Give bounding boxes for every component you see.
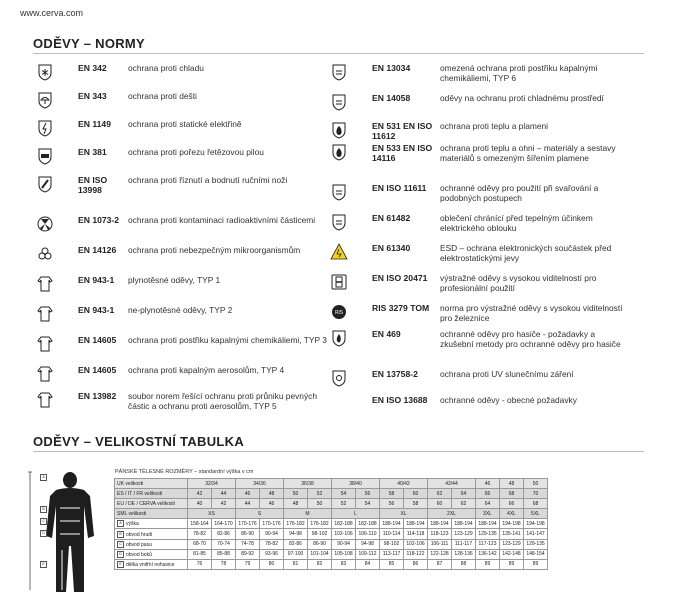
radioactive-icon	[36, 215, 54, 233]
limited-spray-icon	[330, 63, 348, 81]
measurement-value: 68-70	[188, 539, 212, 549]
norm-code: EN 13758-2	[372, 369, 418, 379]
norm-row	[330, 395, 630, 417]
norm-description: ochrana proti kapalným aerosolům, TYP 4	[128, 365, 285, 375]
norm-description: výstražné oděvy s vysokou viditelností pro profesionální použití	[440, 273, 597, 293]
norms-section-title: ODĚVY – NORMY	[33, 36, 146, 51]
norm-code: EN 943-1	[78, 305, 115, 315]
measurement-value: 87	[428, 559, 452, 569]
measurement-value: 118-122	[404, 549, 428, 559]
eu-size-cell: 42	[212, 499, 236, 509]
measurement-value: 85	[380, 559, 404, 569]
measurement-value: 94-98	[284, 529, 308, 539]
uk-size-cell: 46	[476, 479, 500, 489]
measurement-value: 170-176	[260, 519, 284, 529]
particle-aerosol-icon	[36, 391, 54, 409]
sml-size-cell: XL	[380, 509, 428, 519]
norm-code: EN ISO 20471	[372, 273, 428, 283]
eu-size-label: EU / DE / CERVA velikosti	[115, 499, 188, 509]
measurement-value: 84	[356, 559, 380, 569]
sml-size-cell: L	[332, 509, 380, 519]
norm-row	[36, 335, 328, 365]
figure-letter-d: D	[40, 530, 47, 537]
es-size-cell: 48	[260, 489, 284, 499]
norm-row	[330, 273, 630, 303]
norm-code: EN 381	[78, 147, 107, 157]
norm-row	[330, 183, 630, 213]
es-size-cell: 56	[356, 489, 380, 499]
sml-size-cell: 4XL	[500, 509, 524, 519]
norm-code: EN 533 EN ISO 14116	[372, 143, 433, 163]
es-size-cell: 58	[380, 489, 404, 499]
measurement-value: 106-111	[428, 539, 452, 549]
norm-description: ochranné oděvy - obecné požadavky	[440, 395, 577, 405]
eu-size-cell: 44	[236, 499, 260, 509]
norm-description: ochrana proti teplu a plameni	[440, 121, 549, 131]
measurement-value: 117-123	[476, 539, 500, 549]
es-size-cell: 42	[188, 489, 212, 499]
norm-code: EN 14605	[78, 365, 117, 375]
es-size-cell: 46	[236, 489, 260, 499]
measurement-value: 106-110	[356, 529, 380, 539]
sml-size-cell: S	[236, 509, 284, 519]
measurement-label: obvod pasu	[126, 541, 152, 548]
size-table-caption: PÁNSKÉ TĚLESNÉ ROZMĚRY – standardní výška v cm	[115, 469, 254, 475]
measurement-value: 188-194	[452, 519, 476, 529]
flame-icon	[330, 121, 348, 139]
norm-row	[36, 275, 328, 305]
uk-size-cell: 50	[524, 479, 548, 489]
sml-size-cell: XS	[188, 509, 236, 519]
norm-code: RIS 3279 TOM	[372, 303, 430, 313]
measurement-value: 182-188	[332, 519, 356, 529]
measurement-value: 82-86	[212, 529, 236, 539]
norm-code: EN 14058	[372, 93, 411, 103]
measurement-value: 80	[260, 559, 284, 569]
chainsaw-icon	[36, 147, 54, 165]
measurement-value: 114-118	[404, 529, 428, 539]
figure-letter-c: C	[40, 518, 47, 525]
measurement-value: 142-148	[500, 549, 524, 559]
measurement-value: 188-194	[404, 519, 428, 529]
measurement-value: 122-128	[428, 549, 452, 559]
welding-icon	[330, 183, 348, 201]
measurement-value: 78-82	[188, 529, 212, 539]
measurement-row	[115, 559, 548, 569]
sml-size-cell: 2XL	[428, 509, 476, 519]
norm-description: ochrana proti statické elektřině	[128, 119, 242, 129]
measurement-value: 170-176	[236, 519, 260, 529]
norm-code: EN 1073-2	[78, 215, 120, 225]
measurement-value: 176-182	[308, 519, 332, 529]
norm-code: EN 13982	[78, 391, 117, 401]
es-size-cell: 44	[212, 489, 236, 499]
eu-size-row	[115, 499, 548, 509]
measurement-value: 81	[284, 559, 308, 569]
measurement-label: obvod boků	[126, 551, 152, 558]
measurement-value: 176-182	[284, 519, 308, 529]
uk-size-cell: 38/40	[332, 479, 380, 489]
gas-tight-suit-icon	[36, 275, 54, 293]
measurement-value: 79	[236, 559, 260, 569]
measurement-value: 110-114	[380, 529, 404, 539]
measurement-key: E	[117, 561, 124, 568]
measurement-label-cell	[115, 539, 188, 549]
norm-code: EN 13034	[372, 63, 411, 73]
sml-size-cell: M	[284, 509, 332, 519]
norm-row	[36, 175, 328, 215]
norm-code: EN 61482	[372, 213, 411, 223]
measurement-key: B	[117, 531, 124, 538]
measurement-label: výška	[126, 521, 139, 528]
uk-size-cell: 48	[500, 479, 524, 489]
measurement-value: 93-96	[260, 549, 284, 559]
measurement-value: 129-135	[524, 539, 548, 549]
es-size-cell: 64	[452, 489, 476, 499]
norm-description: ochrana proti nebezpečným mikroorganismům	[128, 245, 301, 255]
uk-size-cell: 40/42	[380, 479, 428, 489]
figure-letter-a: A	[40, 474, 47, 481]
uk-size-label: UK velikosti	[115, 479, 188, 489]
measurement-value: 148-154	[524, 549, 548, 559]
norm-row	[36, 215, 328, 245]
es-size-cell: 68	[500, 489, 524, 499]
sml-size-cell: 3XL	[476, 509, 500, 519]
measurement-key: A	[117, 520, 124, 527]
norms-right-column	[330, 63, 630, 417]
norm-description: ochrana proti pořezu řetězovou pilou	[128, 147, 264, 157]
norm-row	[330, 121, 630, 143]
measurement-value: 86	[404, 559, 428, 569]
norm-description: ochrana proti říznutí a bodnutí ručními noži	[128, 175, 288, 185]
uk-size-cell: 32/34	[188, 479, 236, 489]
measurement-value: 76	[188, 559, 212, 569]
norm-description: oblečení chránící před tepelným účinkem elektrického oblouku	[440, 213, 593, 233]
measurement-row	[115, 549, 548, 559]
uk-size-row	[115, 479, 548, 489]
measurement-value: 129-135	[476, 529, 500, 539]
measurement-value: 86-90	[308, 539, 332, 549]
norm-code: EN ISO 11611	[372, 183, 427, 193]
norm-description: ochrana proti dešti	[128, 91, 197, 101]
liquid-spray-icon	[36, 335, 54, 353]
measurement-value: 98-102	[380, 539, 404, 549]
measurement-value: 74-78	[236, 539, 260, 549]
measurement-value: 194-198	[500, 519, 524, 529]
railway-icon	[330, 303, 348, 321]
measurement-value: 118-123	[428, 529, 452, 539]
sml-size-label: SML velikosti	[115, 509, 188, 519]
measurement-value: 97-100	[284, 549, 308, 559]
norm-row	[330, 329, 630, 369]
uv-sun-icon	[330, 369, 348, 387]
measurement-value: 128-136	[452, 549, 476, 559]
norm-description: ochrana proti teplu a ohni – materiály a sestavy materiálů s omezeným šířením plamene	[440, 143, 616, 163]
measurement-value: 94-98	[356, 539, 380, 549]
norm-row	[330, 303, 630, 329]
norm-code: EN 61340	[372, 243, 411, 253]
eu-size-cell: 62	[452, 499, 476, 509]
norm-row	[36, 91, 328, 119]
eu-size-cell: 48	[284, 499, 308, 509]
norm-description: plynotěsné oděvy, TYP 1	[128, 275, 221, 285]
measurement-value: 89	[524, 559, 548, 569]
norm-row	[330, 143, 630, 183]
norm-description: ochrana proti postřiku kapalnými chemikáliemi, TYP 3	[128, 335, 327, 345]
uk-size-cell: 42/44	[428, 479, 476, 489]
norm-row	[36, 305, 328, 335]
rain-umbrella-icon	[36, 91, 54, 109]
norm-row	[330, 369, 630, 395]
measurement-value: 98-102	[308, 529, 332, 539]
body-measurement-figure	[20, 466, 100, 597]
measurement-value: 182-188	[356, 519, 380, 529]
measurement-row	[115, 529, 548, 539]
es-size-row	[115, 489, 548, 499]
icon-placeholder	[330, 395, 348, 413]
measurement-value: 136-142	[476, 549, 500, 559]
norm-row	[330, 63, 630, 93]
measurement-key: D	[117, 551, 124, 558]
measurement-value: 89	[476, 559, 500, 569]
firefighter-icon	[330, 329, 348, 347]
measurement-value: 101-104	[308, 549, 332, 559]
sml-size-cell: 5XL	[524, 509, 548, 519]
norm-description: ochranné oděvy pro hasiče - požadavky a zkušební metody pro ochranné oděvy pro hasiče	[440, 329, 621, 349]
es-size-cell: 66	[476, 489, 500, 499]
sml-size-row	[115, 509, 548, 519]
esd-warning-icon	[330, 243, 348, 261]
measurement-value: 111-117	[452, 539, 476, 549]
norm-code: EN 1149	[78, 119, 111, 129]
norm-description: soubor norem řešící ochranu proti průniku pevných částic a ochranu proti aerosolům, TYP 5	[128, 391, 318, 411]
eu-size-cell: 58	[404, 499, 428, 509]
eu-size-cell: 56	[380, 499, 404, 509]
eu-size-cell: 46	[260, 499, 284, 509]
norm-code: EN 469	[372, 329, 401, 339]
norm-code: EN 14126	[78, 245, 117, 255]
measurement-label-cell	[115, 519, 188, 529]
measurement-value: 135-141	[500, 529, 524, 539]
measurement-value: 123-129	[500, 539, 524, 549]
measurement-value: 158-164	[188, 519, 212, 529]
knife-cut-icon	[36, 175, 54, 193]
high-visibility-icon	[330, 273, 348, 291]
norm-row	[36, 245, 328, 275]
size-section-title: ODĚVY – VELIKOSTNÍ TABULKA	[33, 434, 245, 449]
measurement-label-cell	[115, 559, 188, 569]
norms-title-divider	[33, 53, 644, 54]
biohazard-icon	[36, 245, 54, 263]
static-electricity-icon	[36, 119, 54, 137]
measurement-key: C	[117, 541, 124, 548]
flame-icon	[330, 143, 348, 161]
measurement-row	[115, 519, 548, 529]
measurement-label: obvod hrudi	[126, 531, 153, 538]
measurement-label: délka vnitřní nohavice	[126, 561, 175, 568]
size-title-divider	[33, 451, 644, 452]
measurement-value: 113-117	[380, 549, 404, 559]
eu-size-cell: 64	[476, 499, 500, 509]
norm-description: ochranné oděvy pro použití při svařování a podobných postupech	[440, 183, 599, 203]
measurement-value: 188-194	[428, 519, 452, 529]
norm-description: ochrana proti UV slunečnímu záření	[440, 369, 574, 379]
norm-description: ne-plynotěsné oděvy, TYP 2	[128, 305, 233, 315]
measurement-value: 123-129	[452, 529, 476, 539]
measurement-value: 164-170	[212, 519, 236, 529]
es-size-cell: 52	[308, 489, 332, 499]
measurement-value: 86-90	[236, 529, 260, 539]
uk-size-cell: 36/38	[284, 479, 332, 489]
measurement-value: 102-106	[332, 529, 356, 539]
measurement-value: 188-194	[380, 519, 404, 529]
measurement-value: 109-112	[356, 549, 380, 559]
es-size-cell: 70	[524, 489, 548, 499]
norm-description: omezená ochrana proti postřiku kapalnými chemikáliemi, TYP 6	[440, 63, 598, 83]
norm-code: EN 343	[78, 91, 107, 101]
cold-environment-icon	[330, 93, 348, 111]
measurement-value: 78	[212, 559, 236, 569]
measurement-value: 89	[500, 559, 524, 569]
measurement-value: 81-85	[188, 549, 212, 559]
measurement-value: 188-194	[476, 519, 500, 529]
norm-description: ESD – ochrana elektronických součástek před elektrostatickými jevy	[440, 243, 612, 263]
figure-letter-e: E	[40, 561, 47, 568]
figure-letter-b: B	[40, 506, 47, 513]
es-size-cell: 54	[332, 489, 356, 499]
norm-code: EN 14605	[78, 335, 117, 345]
norm-row	[36, 147, 328, 175]
measurement-value: 85-88	[212, 549, 236, 559]
norm-description: oděvy na ochranu proti chladnému prostředí	[440, 93, 604, 103]
eu-size-cell: 54	[356, 499, 380, 509]
norm-code: EN 531 EN ISO 11612	[372, 121, 433, 141]
measurement-value: 90-94	[260, 529, 284, 539]
norm-code: EN 342	[78, 63, 107, 73]
snowflake-shield-icon	[36, 63, 54, 81]
eu-size-cell: 40	[188, 499, 212, 509]
measurement-value: 105-108	[332, 549, 356, 559]
norm-row	[36, 63, 328, 91]
eu-size-cell: 52	[332, 499, 356, 509]
measurement-value: 89-92	[236, 549, 260, 559]
website-url[interactable]: www.cerva.com	[20, 8, 84, 18]
norm-description: norma pro výstražné oděvy s vysokou viditelností pro železnice	[440, 303, 623, 323]
es-size-cell: 62	[428, 489, 452, 499]
measurement-value: 78-82	[260, 539, 284, 549]
measurement-value: 70-74	[212, 539, 236, 549]
norm-row	[330, 213, 630, 243]
norm-row	[330, 93, 630, 121]
eu-size-cell: 68	[524, 499, 548, 509]
measurement-label-cell	[115, 549, 188, 559]
eu-size-cell: 66	[500, 499, 524, 509]
measurement-value: 141-147	[524, 529, 548, 539]
measurement-value: 82	[308, 559, 332, 569]
measurement-value: 90-94	[332, 539, 356, 549]
norm-row	[36, 365, 328, 391]
measurement-label-cell	[115, 529, 188, 539]
norm-code: EN 943-1	[78, 275, 115, 285]
measurement-value: 82-86	[284, 539, 308, 549]
norm-code: EN ISO 13998	[78, 175, 108, 195]
norms-left-column	[36, 63, 328, 427]
liquid-aerosol-icon	[36, 365, 54, 383]
norm-row	[330, 243, 630, 273]
norm-description: ochrana proti kontaminaci radioaktivními částicemi	[128, 215, 316, 225]
norm-code: EN ISO 13688	[372, 395, 428, 405]
eu-size-cell: 60	[428, 499, 452, 509]
measurement-value: 102-106	[404, 539, 428, 549]
measurement-row	[115, 539, 548, 549]
uk-size-cell: 34/36	[236, 479, 284, 489]
measurement-value: 194-198	[524, 519, 548, 529]
norm-description: ochrana proti chladu	[128, 63, 204, 73]
svg-text:RIS: RIS	[334, 310, 344, 316]
measurement-value: 83	[332, 559, 356, 569]
es-size-label: ES / IT / FR velikosti	[115, 489, 188, 499]
norm-row	[36, 119, 328, 147]
eu-size-cell: 50	[308, 499, 332, 509]
es-size-cell: 60	[404, 489, 428, 499]
electric-arc-icon	[330, 213, 348, 231]
measurement-value: 88	[452, 559, 476, 569]
norm-row	[36, 391, 328, 427]
non-gas-tight-suit-icon	[36, 305, 54, 323]
es-size-cell: 50	[284, 489, 308, 499]
size-table	[114, 478, 548, 570]
